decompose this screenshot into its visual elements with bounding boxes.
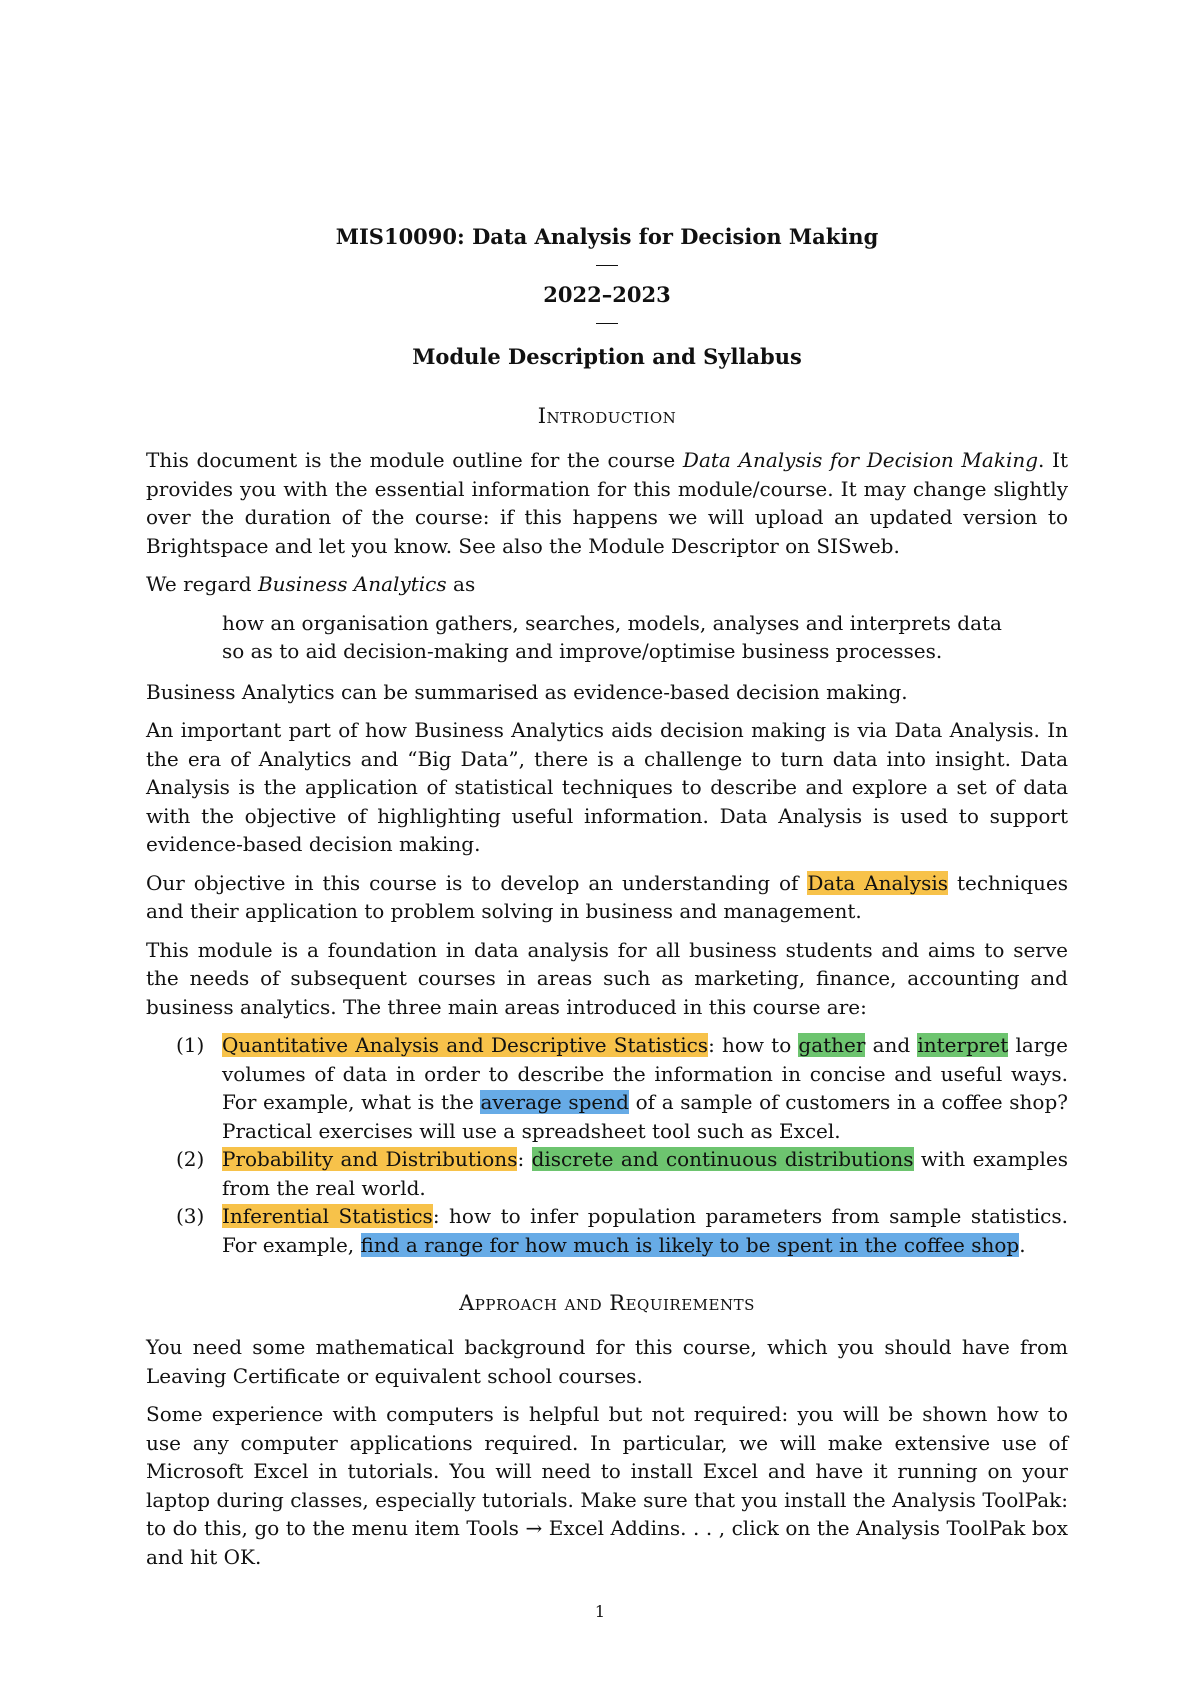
approach-paragraph-1: You need some mathematical background for this course, which you should have from Leaving Certificate or equivalent school courses. bbox=[146, 1335, 1068, 1388]
intro-paragraph-3: Business Analytics can be summarised as evidence-based decision making. bbox=[146, 679, 908, 704]
highlight-interpret: interpret bbox=[917, 1033, 1009, 1057]
course-areas-list bbox=[146, 1031, 1068, 1259]
page-number: 1 bbox=[594, 1602, 606, 1621]
quote-line-2: so as to aid decision-making and improve/optimise business processes. bbox=[222, 639, 943, 663]
intro-paragraph-4: An important part of how Business Analytics aids decision making is via Data Analysis. In the era of Analytics and “Big Data”, there is a challenge to turn data into insight. Data Analysis is the application of statistical techniques to describe and explore a set of data with the objective of highlighting useful information. Data Analysis is used to support evidence-based decision making. bbox=[146, 718, 1068, 856]
page-content bbox=[146, 222, 1068, 1581]
highlight-coffee-range: find a range for how much is likely to be spent in the coffee shop bbox=[360, 1232, 1020, 1257]
highlight-gather: gather bbox=[798, 1033, 866, 1057]
title-block bbox=[146, 222, 1068, 372]
definition-quote bbox=[222, 609, 1068, 666]
highlight-inferential: Inferential Statistics bbox=[222, 1204, 433, 1228]
highlight-descriptive-statistics: Quantitative Analysis and Descriptive Statistics bbox=[222, 1033, 709, 1057]
intro-paragraph-6: This module is a foundation in data analysis for all business students and aims to serve the needs of subsequent courses in areas such as marketing, finance, accounting and business analytics. The three main areas introduced in this course are: bbox=[146, 937, 1068, 1019]
intro-paragraph-2: We regard Business Analytics as bbox=[146, 572, 476, 596]
highlight-probability: Probability and Distributions bbox=[222, 1147, 518, 1171]
list-item: (3) Inferential Statistics: how to infer population parameters from sample statistics. For example, find a range for how much is likely to be spent in the coffee shop. bbox=[176, 1204, 1068, 1257]
introduction-heading: Introduction bbox=[537, 404, 677, 428]
academic-year: 2022–2023 bbox=[543, 282, 671, 307]
document-title: MIS10090: Data Analysis for Decision Making bbox=[335, 224, 879, 249]
year-separator bbox=[146, 310, 1068, 334]
business-analytics-term: Business Analytics bbox=[257, 572, 447, 596]
dash-mark bbox=[596, 265, 618, 266]
approach-paragraph-2: Some experience with computers is helpful but not required: you will be shown how to use any computer applications required. In particular, we will make extensive use of Microsoft Excel in tutorials. You will need to install Excel and have it running on your laptop during classes, especially tutorials. Make sure that you install the Analysis ToolPak: to do this, go to the menu item Tools → Excel Addins. . . , click on the Analysis ToolPak box and hit OK. bbox=[146, 1402, 1068, 1569]
title-separator bbox=[146, 252, 1068, 276]
approach-heading: Approach and Requirements bbox=[459, 1291, 755, 1315]
dash-mark bbox=[596, 323, 618, 324]
highlight-average-spend: average spend bbox=[480, 1090, 629, 1114]
course-name: Data Analysis for Decision Making bbox=[682, 448, 1039, 472]
list-item: (2) Probability and Distributions: discrete and continuous distributions with examples from the real world. bbox=[176, 1147, 1068, 1200]
highlight-data-analysis: Data Analysis bbox=[807, 870, 949, 895]
document-subtitle: Module Description and Syllabus bbox=[412, 344, 802, 369]
list-item: (1) Quantitative Analysis and Descriptive Statistics: how to gather and interpret large volumes of data in order to describe the information in concise and useful ways. For example, what is the average spend of a sample of customers in a coffee shop? Practical exercises will use a spreadsheet tool such as Excel. bbox=[176, 1033, 1068, 1143]
highlight-distributions: discrete and continuous distributions bbox=[531, 1147, 914, 1171]
intro-paragraph-1: This document is the module outline for the course Data Analysis for Decision Making. It provides you with the essential information for this module/course. It may change slightly over the duration of the course: if this happens we will upload an updated version to Brightspace and let you know. See also the Module Descriptor on SISweb. bbox=[146, 448, 1068, 558]
intro-paragraph-5: Our objective in this course is to develop an understanding of Data Analysis techniques and their application to problem solving in business and management. bbox=[146, 870, 1068, 923]
quote-line-1: how an organisation gathers, searches, models, analyses and interprets data bbox=[222, 610, 1002, 635]
